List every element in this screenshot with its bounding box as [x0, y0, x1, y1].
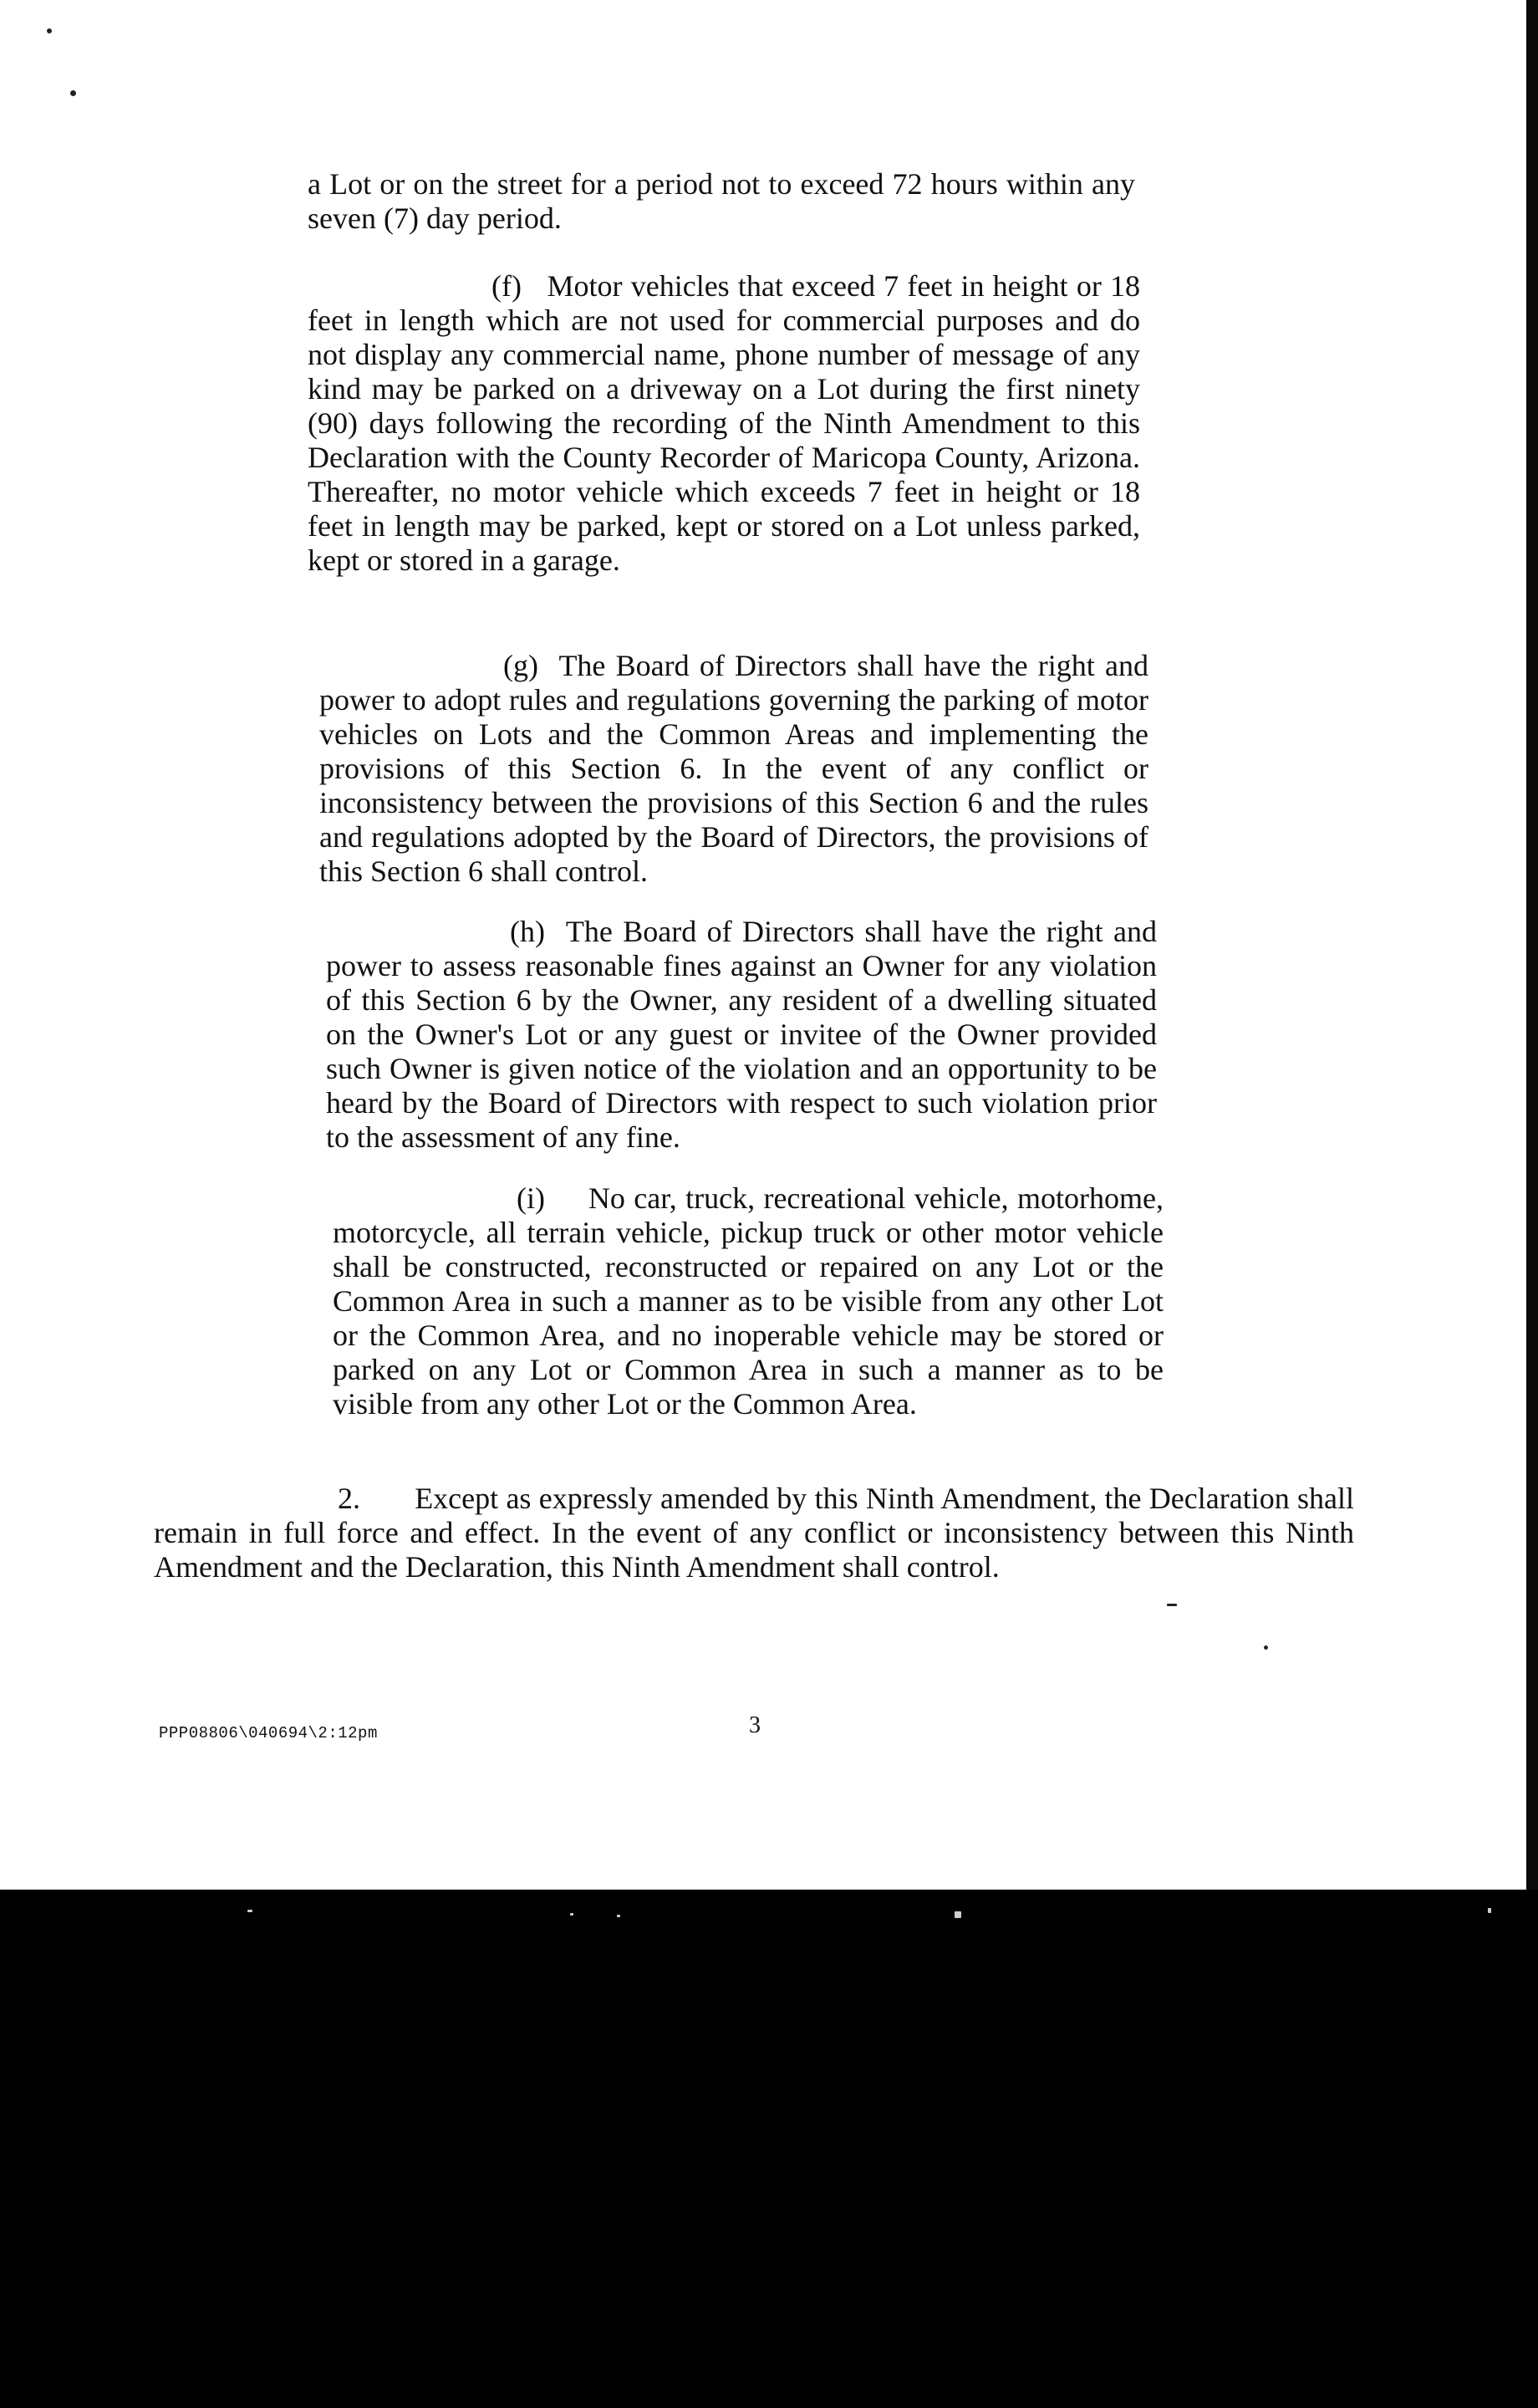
scan-speck	[1488, 1908, 1491, 1913]
scan-edge-shadow	[1526, 0, 1538, 1890]
scan-speck	[617, 1915, 620, 1917]
subparagraph-h	[326, 915, 1157, 1155]
scan-speck	[247, 1910, 252, 1912]
subparagraph-text: No car, truck, recreational vehicle, motorhome, motorcycle, all terrain vehicle, pickup truck or other motor vehicle shall be constructed, reconstructed or repaired on any Lot or the Common Area in such a manner as to be visible from any other Lot or the Common Area, and no inoperable vehicle may be stored or parked on any Lot or Common Area in such a manner as to be visible from any other Lot or the Common Area.	[333, 1181, 1164, 1421]
subparagraph-i	[333, 1181, 1164, 1421]
subparagraph-text: The Board of Directors shall have the right and power to assess reasonable fines against an Owner for any violation of this Section 6 by the Owner, any resident of a dwelling situated on the Owner's Lot or any guest or invitee of the Owner provided such Owner is given notice of the violation and an opportunity to be heard by the Board of Directors with respect to such violation prior to the assessment of any fine.	[326, 915, 1158, 1154]
subparagraph-label: (f)	[491, 269, 522, 303]
subparagraph-text: Motor vehicles that exceed 7 feet in height or 18 feet in length which are not used for commercial purposes and do not display any commercial name, phone number of message of any kind may be parked on a driveway on a Lot during the first ninety (90) days following the recording of the Ninth Amendment to this Declaration with the County Recorder of Maricopa County, Arizona. Thereafter, no motor vehicle which exceeds 7 feet in height or 18 feet in length may be parked, kept or stored on a Lot unless parked, kept or stored in a garage.	[308, 269, 1141, 577]
numbered-label: 2.	[338, 1482, 360, 1515]
continuation-paragraph: a Lot or on the street for a period not to exceed 72 hours within any seven (7) day period.	[308, 167, 1135, 235]
scan-speck	[47, 28, 52, 33]
scan-speck	[570, 1913, 573, 1916]
scan-speck	[955, 1911, 961, 1918]
scan-speck	[1167, 1604, 1177, 1606]
subparagraph-label: (h)	[510, 915, 545, 948]
subparagraph-g	[319, 649, 1148, 889]
scan-speck	[70, 90, 76, 96]
document-footer-code: PPP08806\040694\2:12pm	[159, 1724, 378, 1742]
subparagraph-label: (i)	[517, 1181, 545, 1215]
subparagraph-text: The Board of Directors shall have the right and power to adopt rules and regulations governing the parking of motor vehicles on Lots and the Common Areas and implementing the provisions of this Section 6. In the event of any conflict or inconsistency between the provisions of this Section 6 and the rules and regulations adopted by the Board of Directors, the provisions of this Section 6 shall control.	[319, 649, 1149, 888]
subparagraph-label: (g)	[503, 649, 538, 682]
subparagraph-f	[308, 269, 1140, 578]
numbered-paragraph-2	[154, 1482, 1354, 1584]
page-number: 3	[749, 1712, 761, 1738]
scan-speck	[1264, 1645, 1268, 1650]
scan-black-margin	[0, 1890, 1538, 2408]
numbered-text: Except as expressly amended by this Ninth Amendment, the Declaration shall remain in full force and effect. In the event of any conflict or inconsistency between this Ninth Amendment and the Declaration, this Ninth Amendment shall control.	[154, 1482, 1355, 1584]
